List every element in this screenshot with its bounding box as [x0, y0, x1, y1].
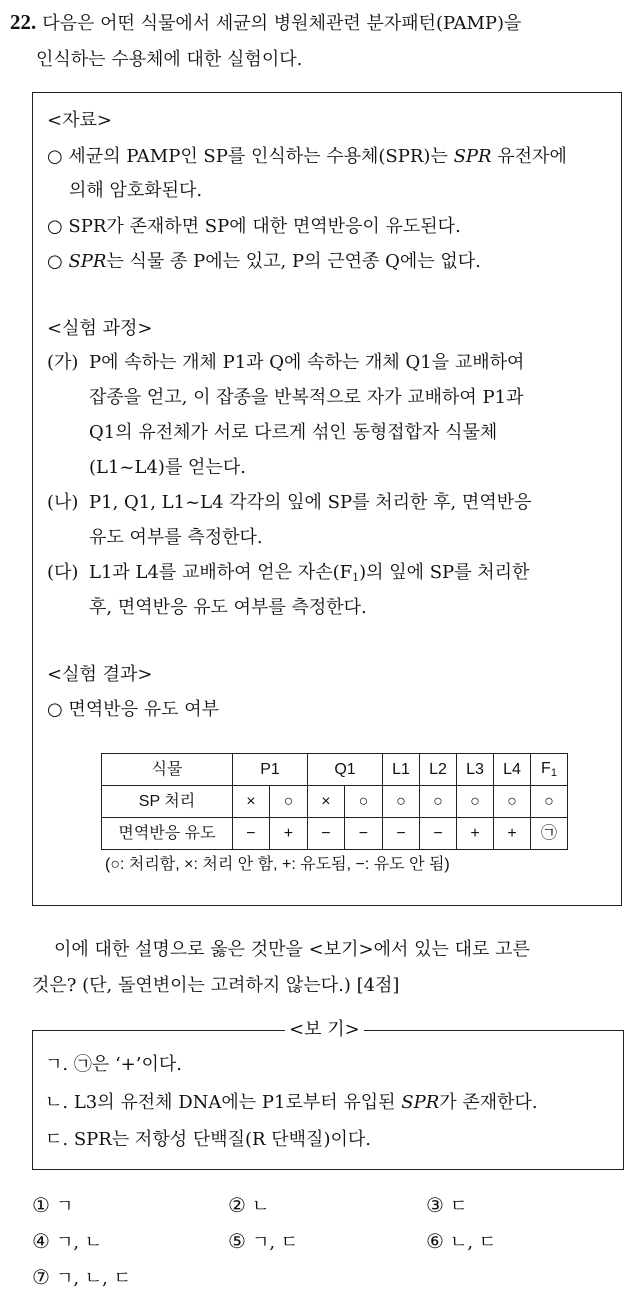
table-cell: −: [308, 818, 345, 850]
table-cell: ×: [233, 786, 270, 818]
choice-7[interactable]: ⑦ ㄱ, ㄴ, ㄷ: [32, 1265, 131, 1289]
process-ga-line-2: 잡종을 얻고, 이 잡종을 반복적으로 자가 교배하여 P1과: [89, 387, 524, 408]
table-header-plant: Q1: [308, 754, 383, 786]
table-cell: ○: [344, 786, 382, 818]
table-cell: ○: [457, 786, 494, 818]
process-ga-line-3: Q1의 유전체가 서로 다르게 섞인 동형접합자 식물체: [89, 422, 498, 443]
bogi-item-ga: ㄱ. ㉠은 ‘+’이다.: [45, 1054, 182, 1075]
question-number: 22.: [10, 10, 37, 34]
data-item-1-cont: 의해 암호화된다.: [69, 180, 203, 201]
question-prompt: [32, 932, 627, 1004]
choice-1[interactable]: ① ㄱ: [32, 1193, 74, 1217]
table-header-plant: L2: [420, 754, 457, 786]
table-row-label: SP 처리: [102, 786, 233, 818]
table-header-row: [102, 754, 568, 786]
data-item-1: ○ 세균의 PAMP인 SP를 인식하는 수용체(SPR)는 SPR 유전자에: [47, 146, 567, 167]
table-legend: (○: 처리함, ×: 처리 안 함, +: 유도됨, −: 유도 안 됨): [105, 856, 450, 873]
table-header-plant: L1: [383, 754, 420, 786]
table-header-plant: $F_1$: [531, 754, 568, 786]
prompt-line-1: 이에 대한 설명으로 옳은 것만을 <보기>에서 있는 대로 고른: [54, 939, 530, 960]
table-row: [102, 818, 568, 850]
table-header-plant: L4: [494, 754, 531, 786]
table-cell: ○: [383, 786, 420, 818]
prompt-line-2: 것은? (단, 돌연변이는 고려하지 않는다.) [4점]: [32, 975, 400, 996]
table-header-plant: L3: [457, 754, 494, 786]
bogi-item-na: ㄴ. L3의 유전체 DNA에는 P1로부터 유입된 SPR가 존재한다.: [45, 1092, 538, 1113]
data-heading: <자료>: [47, 110, 112, 131]
question-line-1: 다음은 어떤 식물에서 세균의 병원체관련 분자패턴(PAMP)을: [42, 13, 522, 34]
question-line-2: 인식하는 수용체에 대한 실험이다.: [36, 49, 303, 70]
choice-6[interactable]: ⑥ ㄴ, ㄷ: [426, 1229, 497, 1253]
bogi-title: <보 기>: [285, 1017, 364, 1043]
data-item-2: ○ SPR가 존재하면 SP에 대한 면역반응이 유도된다.: [47, 216, 461, 237]
table-cell: −: [233, 818, 270, 850]
process-na-line-1: P1, Q1, L1~L4 각각의 잎에 SP를 처리한 후, 면역반응: [89, 492, 532, 513]
process-heading: <실험 과정>: [47, 318, 153, 339]
table-header-plant: P1: [233, 754, 308, 786]
process-na-marker: (나): [47, 492, 79, 513]
process-na-line-2: 유도 여부를 측정한다.: [89, 527, 263, 548]
choice-3[interactable]: ③ ㄷ: [426, 1193, 468, 1217]
table-cell: −: [344, 818, 382, 850]
choice-5[interactable]: ⑤ ㄱ, ㄷ: [228, 1229, 299, 1253]
table-cell: ○: [420, 786, 457, 818]
process-da-marker: (다): [47, 562, 79, 583]
table-cell: −: [420, 818, 457, 850]
choice-2[interactable]: ② ㄴ: [228, 1193, 270, 1217]
table-cell: ㉠: [531, 818, 568, 850]
data-item-3: ○ SPR는 식물 종 P에는 있고, P의 근연종 Q에는 없다.: [47, 251, 481, 272]
process-da-line-2: 후, 면역반응 유도 여부를 측정한다.: [89, 597, 367, 618]
table-cell: ○: [531, 786, 568, 818]
table-cell: +: [457, 818, 494, 850]
table-cell: +: [494, 818, 531, 850]
table-cell: ×: [308, 786, 345, 818]
bogi-box: [32, 1019, 624, 1170]
process-da-line-1: L1과 L4를 교배하여 얻은 자손$(F_1)$의 잎에 SP를 처리한: [89, 562, 530, 584]
experiment-box: [32, 92, 622, 906]
table-header-label: 식물: [102, 754, 233, 786]
table-cell: ○: [494, 786, 531, 818]
process-ga-line-4: (L1~L4)를 얻는다.: [89, 457, 246, 478]
result-heading: <실험 결과>: [47, 664, 153, 685]
process-ga-line-1: P에 속하는 개체 P1과 Q에 속하는 개체 Q1을 교배하여: [89, 352, 525, 373]
bogi-item-da: ㄷ. SPR는 저항성 단백질(R 단백질)이다.: [45, 1129, 371, 1150]
result-caption: ○ 면역반응 유도 여부: [47, 699, 219, 720]
table-cell: −: [383, 818, 420, 850]
process-ga-marker: (가): [47, 352, 79, 373]
table-cell: +: [269, 818, 307, 850]
table-row-label: 면역반응 유도: [102, 818, 233, 850]
question-stem: [10, 4, 625, 78]
table-cell: ○: [269, 786, 307, 818]
result-table: [101, 753, 568, 850]
table-row: [102, 786, 568, 818]
choice-4[interactable]: ④ ㄱ, ㄴ: [32, 1229, 103, 1253]
